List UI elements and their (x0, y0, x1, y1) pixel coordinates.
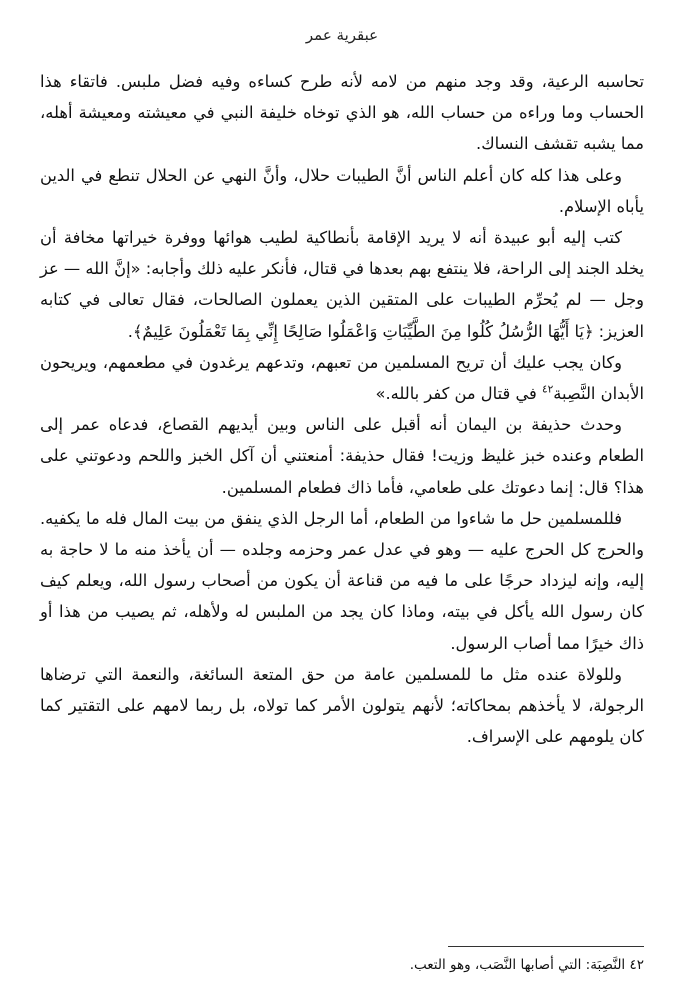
paragraph-4 (40, 347, 644, 409)
paragraph-1: تحاسبه الرعية، وقد وجد منهم من لامه لأنه طرح كساءه وفيه فضل ملبس. فاتقاء هذا الحساب وما وراءه من حساب الله، هو الذي توخاه خليفة النبي في معيشته ومعيشة أهله، مما يشبه تقشف النساك. (40, 72, 644, 154)
footnote-reference[interactable]: ٤٢ (542, 383, 554, 396)
running-header: عبقرية عمر (305, 26, 379, 44)
paragraph-3: كتب إليه أبو عبيدة أنه لا يريد الإقامة بأنطاكية لطيب هوائها ووفرة خيراتها مخافة أن يخلد الجند إلى الراحة، فلا ينتفع بهم بعدها في قتال، فأنكر عليه ذلك وأجابه: «إنَّ الله — عز وجل — لم يُحرِّم الطيبات على المتقين الذين يعملون الصالحات، فقال تعالى في كتابه العزيز: ﴿يَا أَيُّهَا الرُّسُلُ كُلُوا مِنَ الطَّيِّبَاتِ وَاعْمَلُوا صَالِحًا إِنِّي بِمَا تَعْمَلُونَ عَلِيمٌ﴾. (40, 228, 644, 341)
body-text (40, 66, 644, 752)
paragraph-7: وللولاة عنده مثل ما للمسلمين عامة من حق المتعة السائغة، والنعمة التي ترضاها الرجولة، لا يأخذهم بمحاكاته؛ لأنهم يتولون الأمر كما تولاه، بل ربما لامهم على التقتير كما كان يلومهم على الإسراف. (40, 664, 644, 747)
footnote (40, 955, 644, 975)
footnote-text: التي أصابها النَّصَب، وهو التعب. (409, 957, 582, 973)
footnote-term: النَّصِبَة: (585, 957, 626, 973)
paragraph-4-tail: في قتال من كفر بالله.» (375, 384, 537, 404)
footnote-divider (448, 946, 644, 947)
footnote-number: ٤٢ (629, 957, 644, 973)
paragraph-6: فللمسلمين حل ما شاءوا من الطعام، أما الرجل الذي ينفق من بيت المال فله ما يكفيه. والحرج كل الحرج عليه — وهو في عدل عمر وحزمه وجلده — أن يأخذ منه ما لا حاجة به إليه، وإنه ليزداد حرجًا على ما فيه من قناعة أن يكون من أصحاب رسول الله، ويعلم كيف كان رسول الله يأكل في بيته، وماذا كان يجد من الملبس له ولأهله، ثم يصيب من هذا أو ذاك خيرًا مما أصاب الرسول. (40, 508, 644, 653)
paragraph-4-text: وكان يجب عليك أن تريح المسلمين من تعبهم، وتدعهم يرغدون في مطعمهم، ويريحون الأبدان النَّصِبة (40, 352, 644, 404)
paragraph-5: وحدث حذيفة بن اليمان أنه أقبل على الناس وبين أيديهم القصاع، فدعاه عمر إلى الطعام وعنده خبز غليظ وزيت! فقال حذيفة: أمنعتني أن آكل الخبز واللحم ودعوتني على هذا؟ قال: إنما دعوتك على طعامي، فأما ذاك فطعام المسلمين. (40, 415, 644, 497)
paragraph-2: وعلى هذا كله كان أعلم الناس أنَّ الطيبات حلال، وأنَّ النهي عن الحلال تنطع في الدين يأباه الإسلام. (40, 165, 644, 216)
